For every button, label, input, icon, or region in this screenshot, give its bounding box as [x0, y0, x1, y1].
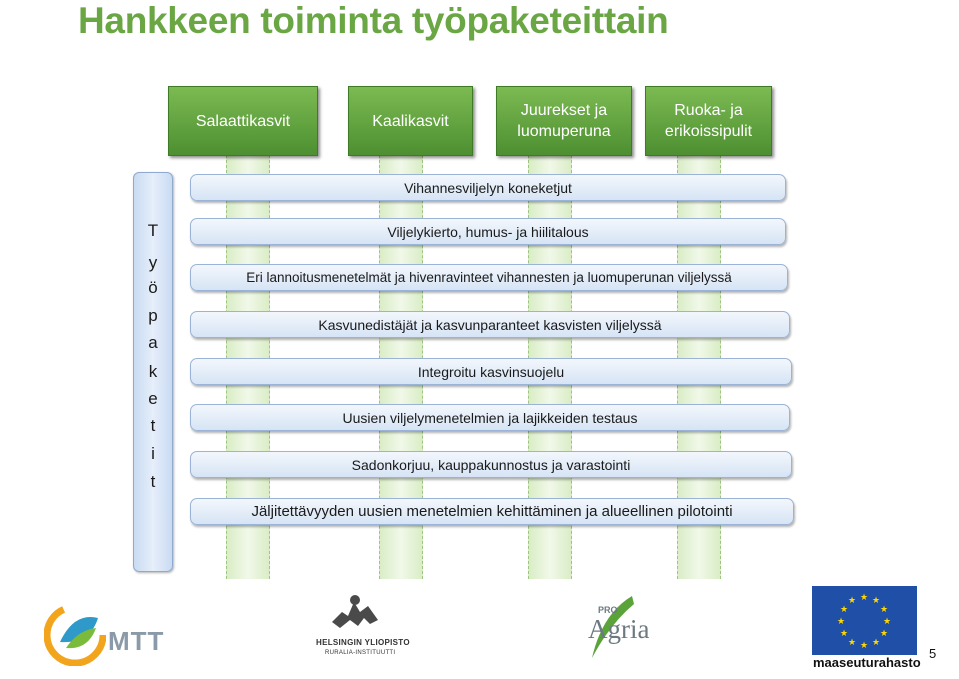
svg-text:★: ★ — [859, 641, 869, 651]
proagria-pro-text: PRO — [598, 605, 618, 615]
column-header-label: Ruoka- ja erikoissipulit — [664, 102, 753, 140]
work-package-bar — [190, 358, 792, 385]
svg-text:★: ★ — [839, 605, 849, 615]
work-package-label: Vihannesviljelyn koneketjut — [404, 179, 572, 196]
column-header-label: Juurekset ja luomuperuna — [517, 102, 611, 140]
work-package-bar — [190, 451, 792, 478]
svg-text:★: ★ — [871, 638, 881, 648]
svg-text:★: ★ — [871, 596, 881, 606]
work-package-bar — [190, 218, 786, 245]
work-package-bar — [190, 498, 794, 525]
svg-text:★: ★ — [859, 593, 869, 603]
ruralia-institute-name: RURALIA-INSTITUUTTI — [325, 650, 396, 656]
vertical-letter: y — [148, 253, 158, 272]
vertical-letter: ö — [148, 278, 158, 297]
vertical-letter: t — [150, 472, 156, 491]
column-header-salaattikasvit — [168, 86, 318, 156]
vertical-letter: p — [148, 306, 158, 325]
work-package-label: Viljelykierto, humus- ja hiilitalous — [387, 223, 589, 240]
work-package-label: Jäljitettävyyden uusien menetelmien kehittäminen ja alueellinen pilotointi — [251, 503, 733, 520]
tyopaketit-vertical-label — [133, 172, 173, 572]
svg-text:★: ★ — [847, 596, 857, 606]
vertical-letter: i — [151, 444, 155, 463]
svg-text:★: ★ — [882, 617, 892, 627]
proagria-logo-text: Agria — [588, 614, 650, 644]
svg-text:★: ★ — [839, 629, 849, 639]
mtt-logo-icon — [44, 604, 106, 666]
eu-stars-icon — [812, 586, 917, 655]
work-package-label: Uusien viljelymenetelmien ja lajikkeiden testaus — [342, 409, 638, 426]
mtt-logo-text: MTT — [108, 626, 165, 656]
column-header-label: Kaalikasvit — [372, 112, 449, 130]
work-package-bar — [190, 404, 790, 431]
work-package-bar — [190, 174, 786, 201]
page-title: Hankkeen toiminta työpaketeittain — [78, 0, 669, 41]
vertical-letter: a — [148, 333, 158, 352]
vertical-letter: e — [148, 389, 158, 408]
helsinki-university-name: HELSINGIN YLIOPISTO — [316, 638, 410, 647]
work-package-bar — [190, 311, 790, 338]
work-package-label: Sadonkorjuu, kauppakunnostus ja varastointi — [351, 456, 631, 473]
page-number: 5 — [929, 646, 937, 661]
work-package-bar — [190, 264, 788, 291]
svg-text:★: ★ — [847, 638, 857, 648]
column-header-kaalikasvit — [348, 86, 473, 156]
vertical-letter: T — [147, 221, 159, 240]
svg-text:★: ★ — [879, 605, 889, 615]
helsinki-university-logo-icon — [328, 592, 382, 636]
work-package-label: Eri lannoitusmenetelmät ja hivenravinteet vihannesten ja luomuperunan viljelyssä — [246, 270, 732, 285]
svg-text:★: ★ — [879, 629, 889, 639]
column-header-juurekset — [496, 86, 632, 156]
vertical-letter: k — [148, 362, 158, 381]
work-package-label: Kasvunedistäjät ja kasvunparanteet kasvisten viljelyssä — [318, 316, 662, 333]
eu-flag-icon — [812, 586, 917, 655]
column-header-label: Salaattikasvit — [195, 112, 291, 130]
svg-text:★: ★ — [836, 617, 846, 627]
maaseuturahasto-text: maaseuturahasto — [813, 655, 921, 670]
column-header-sipulit — [645, 86, 772, 156]
work-package-label: Integroitu kasvinsuojelu — [417, 363, 565, 380]
vertical-letter: t — [150, 416, 156, 435]
